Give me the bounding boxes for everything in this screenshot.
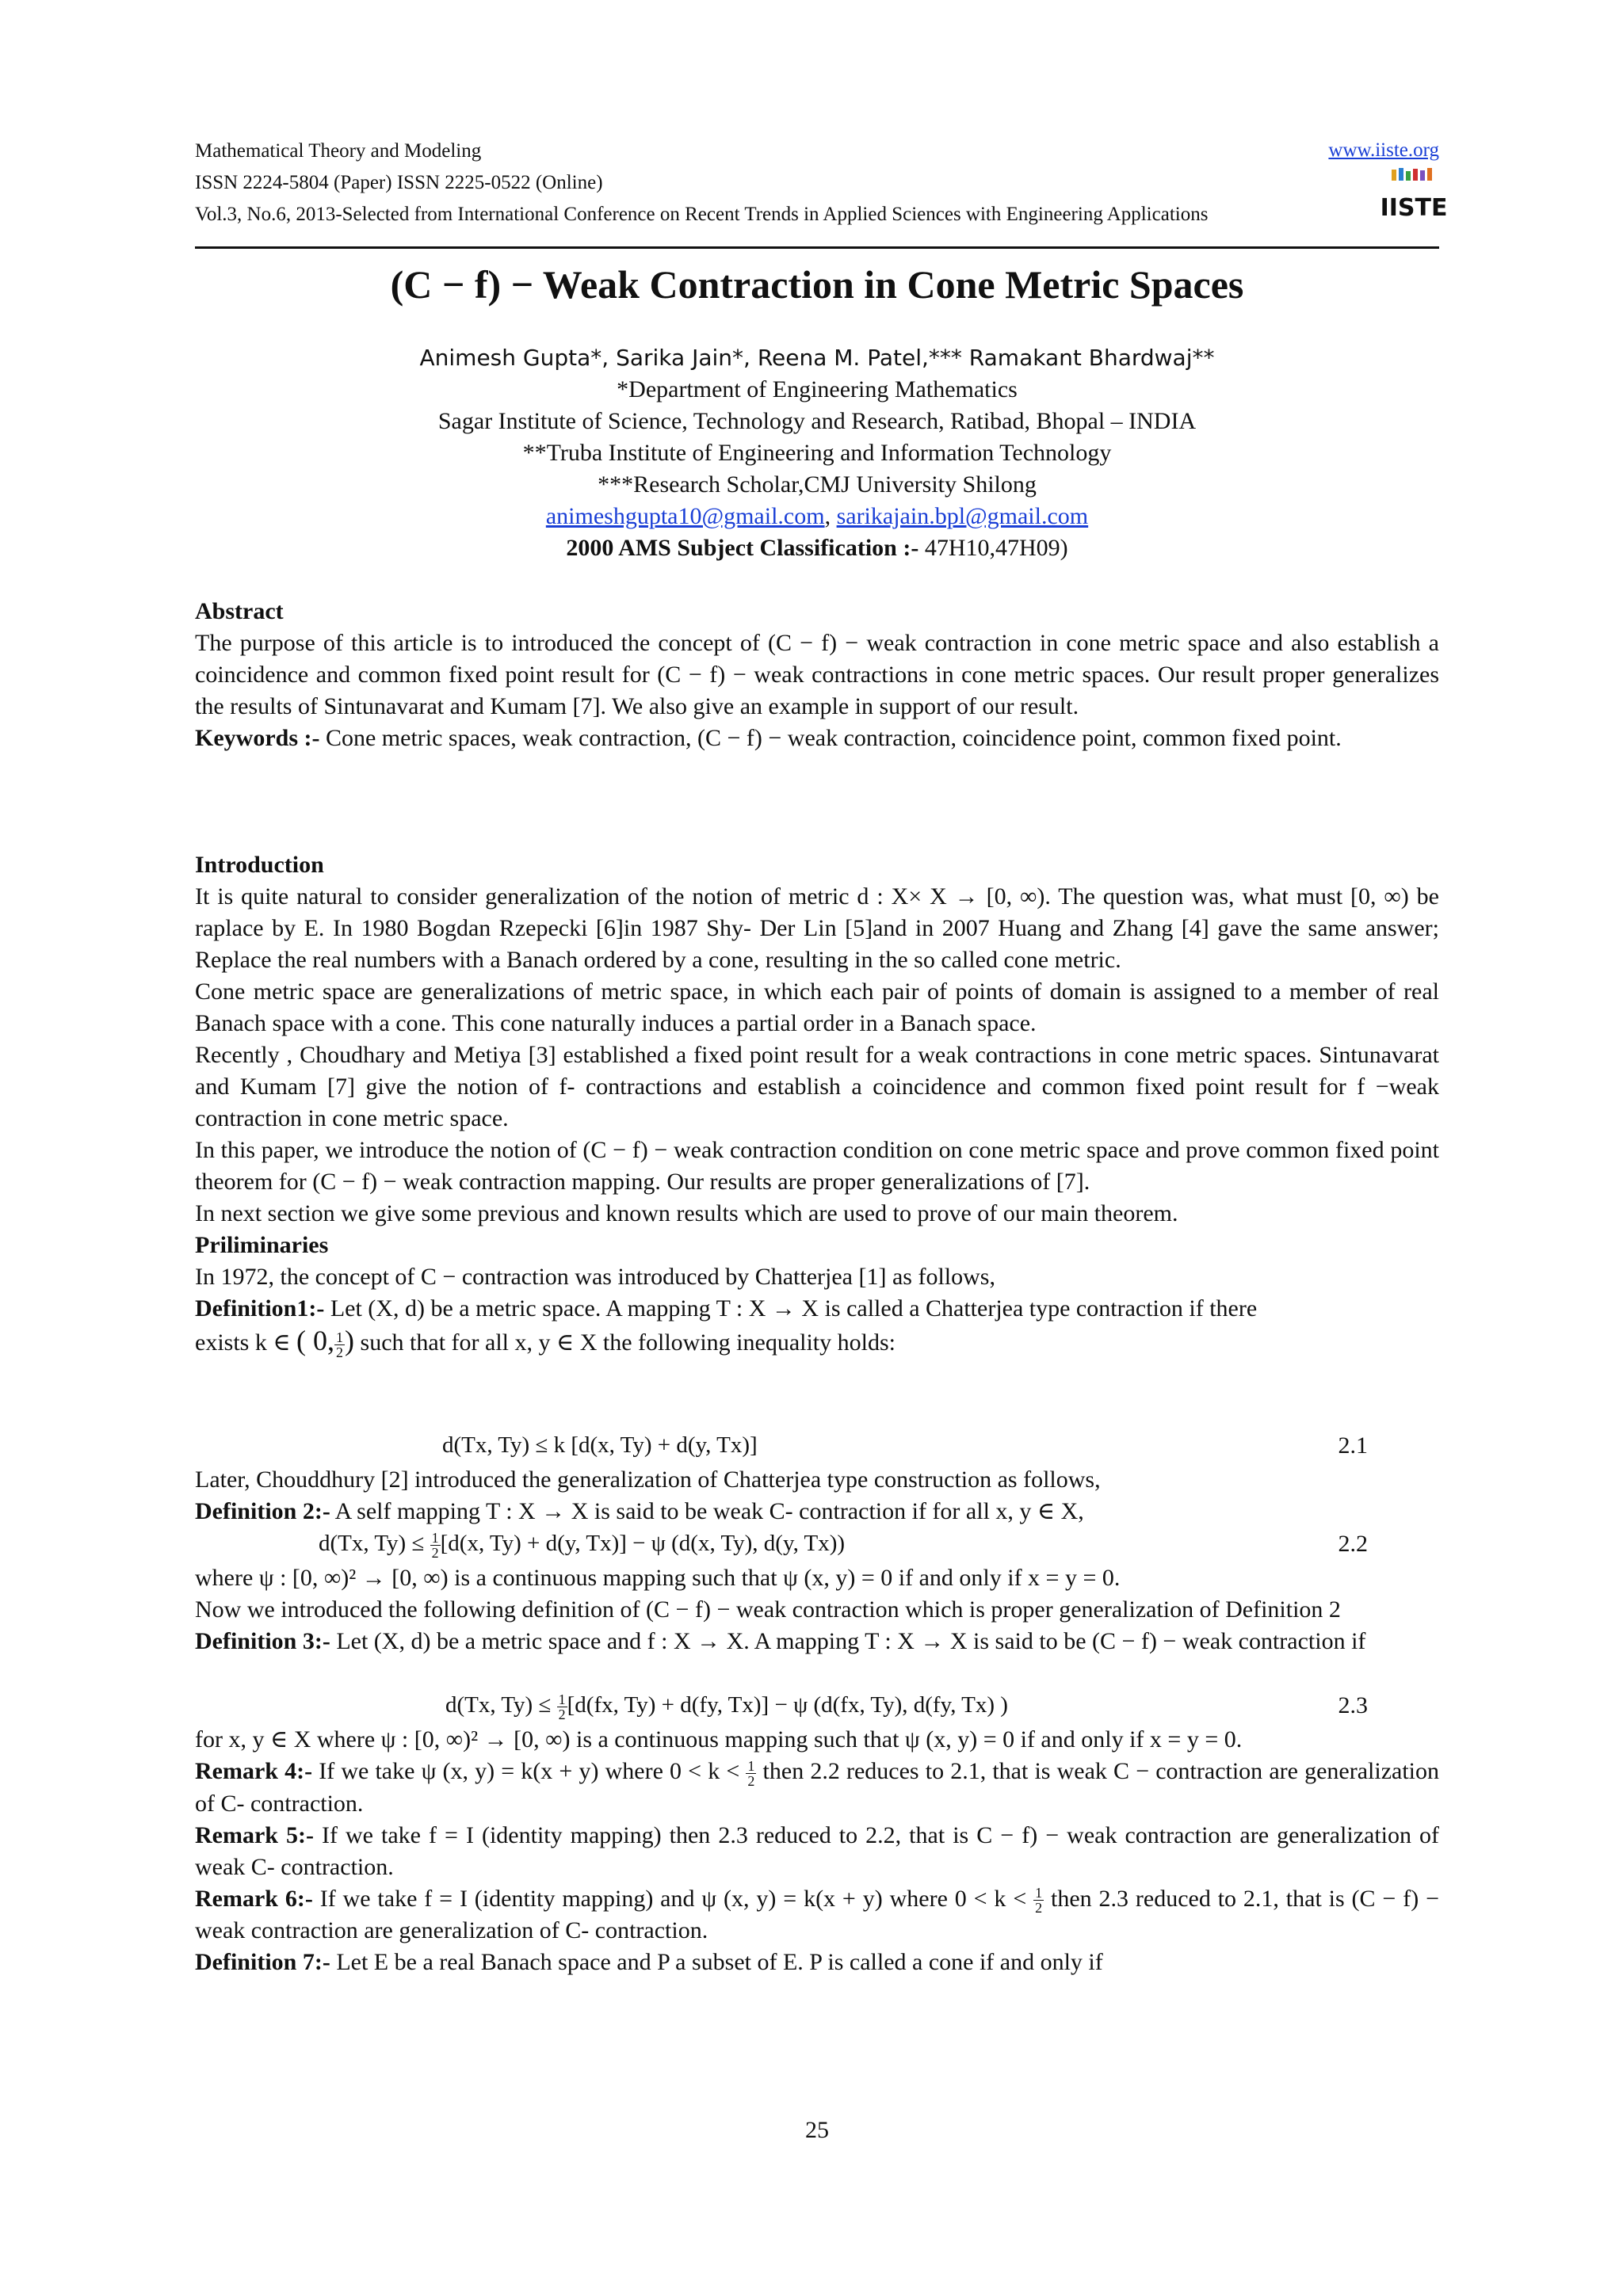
remark-4: Remark 4:- If we take ψ (x, y) = k(x + y) where 0 < k < $\frac{1}{2}$ then 2.2 reduces to 2.1, that is weak C − contraction are generalization of C- contraction. [195,1757,1439,1817]
def1-interval-left: ( 0, [296,1325,335,1356]
definition-7: Definition 7:- Let E be a real Banach space and P a subset of E. P is called a cone if and only if [195,1949,1103,1976]
keywords-label: Keywords :- [195,725,320,751]
intro-paragraph-4: In this paper, we introduce the notion of (C − f) − weak contraction condition on cone metric space and prove common fixed point theorem for (C − f) − weak contraction mapping. Our results are proper generalizations of [7]. [195,1137,1439,1195]
def1-label: Definition1:- [195,1295,325,1322]
intro-paragraph-5: In next section we give some previous and known results which are used to prove of our main theorem. [195,1200,1178,1226]
ams-value: 47H10,47H09) [918,535,1068,561]
def2-label: Definition 2:- [195,1498,330,1524]
svg-text:IISTE: IISTE [1380,194,1448,222]
remark-6: Remark 6:- If we take f = I (identity mapping) and ψ (x, y) = k(x + y) where 0 < k < $\frac{1}{2}$ then 2.3 reduced to 2.1, that is (C − f) − weak contraction are generalization of C- contraction. [195,1885,1439,1944]
def1-text: Let (X, d) be a metric space. A mapping T : X → X is called a Chatterjea type contraction if there [324,1295,1258,1322]
intro-paragraph-2: Cone metric space are generalizations of metric space, in which each pair of points of domain is assigned to a member of real Banach space with a cone. This cone naturally induces a partial order in a Banach space. [195,978,1439,1036]
introduction-heading: Introduction [195,852,324,878]
prelim-intro: In 1972, the concept of C − contraction was introduced by Chatterjea [1] as follows, [195,1264,995,1290]
paper-title: (C − f) − Weak Contraction in Cone Metric Spaces [390,262,1244,307]
def1-exists: exists k ∈ [195,1329,297,1356]
intro-paragraph-1: It is quite natural to consider generalization of the notion of metric d : X× X → [0, ∞). The question was, what must [0, ∞) be raplace by E. In 1980 Bogdan Rzepecki [6]in 1987 Shy- Der Lin [5]and in 2007 Huang and Zhang [4] gave the same answer; Replace the real numbers with a Banach ordered by a cone, resulting in the so called cone metric. [195,883,1439,973]
definition-1 [195,1293,1439,1325]
definition-2 [195,1496,1439,1527]
affiliation-2: Sagar Institute of Science, Technology and Research, Ratibad, Bhopal – INDIA [437,408,1197,434]
half-fraction: $\frac{1}{2}$ [336,1329,344,1360]
half-fraction: $\frac{1}{2}$ [747,1757,755,1789]
equation-number-2-2: 2.2 [1338,1531,1368,1557]
keywords-text: Cone metric spaces, weak contraction, (C − f) − weak contraction, coincidence point, common fixed point. [319,725,1342,751]
rem5-label: Remark 5:- [195,1821,314,1848]
definition-1-cont [195,1325,1439,1360]
def7-label: Definition 7:- [195,1949,330,1976]
equation-number-2-3: 2.3 [1338,1692,1368,1718]
rem4-label: Remark 4:- [195,1758,313,1784]
affiliation-4: ***Research Scholar,CMJ University Shilong [598,471,1037,498]
authors: Animesh Gupta*, Sarika Jain*, Reena M. Patel,*** Ramakant Bhardwaj** [419,345,1215,371]
def1-interval-right: ) [345,1325,355,1356]
rem6-label: Remark 6:- [195,1885,313,1912]
email-link-2[interactable]: sarikajain.bpl@gmail.com [836,503,1089,529]
later-text: Later, Chouddhury [2] introduced the generalization of Chatterjea type construction as follows, [195,1466,1101,1493]
def2-text: A self mapping T : X → X is said to be weak C- contraction if for all x, y ∈ X, [330,1498,1084,1524]
half-fraction: $\frac{1}{2}$ [558,1691,566,1722]
abstract-text: The purpose of this article is to introduced the concept of (C − f) − weak contraction in cone metric space and also establish a coincidence and common fixed point result for (C − f) − weak contractions in cone metric spaces. Our result proper generalizes the results of Sintunavarat and Kumam [7]. We also give an example in support of our result. [195,630,1439,719]
journal-website-link[interactable]: www.iiste.org [1328,139,1439,161]
def3-label: Definition 3:- [195,1628,330,1654]
half-fraction: $\frac{1}{2}$ [431,1530,439,1561]
author-emails: animeshgupta10@gmail.com, sarikajain.bpl@gmail.com [545,503,1089,529]
keywords [195,723,1439,754]
intro-paragraph-3: Recently , Choudhary and Metiya [3] established a fixed point result for a weak contractions in cone metric spaces. Sintunavarat and Kumam [7] give the notion of f- contractions and establish a coincidence and common fixed point result for f −weak contraction in cone metric space. [195,1042,1439,1131]
prelim-part-3 [195,1562,1439,1657]
email-link-1[interactable]: animeshgupta10@gmail.com [545,503,825,529]
preliminaries-heading: Priliminaries [195,1232,329,1258]
equation-2-2: d(Tx, Ty) ≤ $\frac{1}{2}$ [d(x, Ty) + d(y, Tx)] − ψ (d(x, Ty), d(y, Tx)) [319,1530,846,1561]
volume-line: Vol.3, No.6, 2013-Selected from International Conference on Recent Trends in Applied Sciences with Engineering Applications [195,204,1209,225]
def1-holds: such that for all x, y ∈ X the following inequality holds: [354,1329,896,1356]
equation-number-2-1: 2.1 [1338,1432,1368,1459]
header-rule [195,246,1439,249]
def3-text: Let (X, d) be a metric space and f : X → X. A mapping T : X → X is said to be (C − f) − weak contraction if [330,1628,1366,1654]
abstract-heading: Abstract [195,598,284,624]
page-number: 25 [805,2117,829,2143]
affiliation-3: **Truba Institute of Engineering and Information Technology [522,440,1112,466]
abstract-section [195,596,1439,754]
half-fraction: $\frac{1}{2}$ [1035,1885,1043,1917]
ams-label: 2000 AMS Subject Classification :- [566,535,919,561]
affiliation-1: *Department of Engineering Mathematics [617,376,1018,402]
where-2-3: for x, y ∈ X where ψ : [0, ∞)² → [0, ∞) is a continuous mapping such that ψ (x, y) = 0 if and only if x = y = 0. [195,1726,1243,1753]
definition-3 [195,1626,1439,1657]
equation-2-3: d(Tx, Ty) ≤ $\frac{1}{2}$ [d(fx, Ty) + d(fy, Tx)] − ψ (d(fx, Ty), d(fy, Tx) ) [445,1691,1008,1722]
ams-classification [195,532,1439,564]
issn-line: ISSN 2224-5804 (Paper) ISSN 2225-0522 (Online) [195,172,603,193]
where-2-2: where ψ : [0, ∞)² → [0, ∞) is a continuous mapping such that ψ (x, y) = 0 if and only if x = y = 0. [195,1565,1121,1591]
iiste-logo [1380,168,1448,223]
introduction-section [195,849,1439,1360]
prelim-part-4 [195,1724,1439,1978]
equation-2-1: d(Tx, Ty) ≤ k [d(x, Ty) + d(y, Tx)] [442,1432,758,1458]
now-text: Now we introduced the following definition of (C − f) − weak contraction which is proper generalization of Definition 2 [195,1596,1341,1623]
remark-5: Remark 5:- If we take f = I (identity mapping) then 2.3 reduced to 2.2, that is C − f) − weak contraction are generalization of weak C- contraction. [195,1821,1440,1880]
prelim-part-2 [195,1464,1439,1527]
journal-name: Mathematical Theory and Modeling [195,140,482,162]
